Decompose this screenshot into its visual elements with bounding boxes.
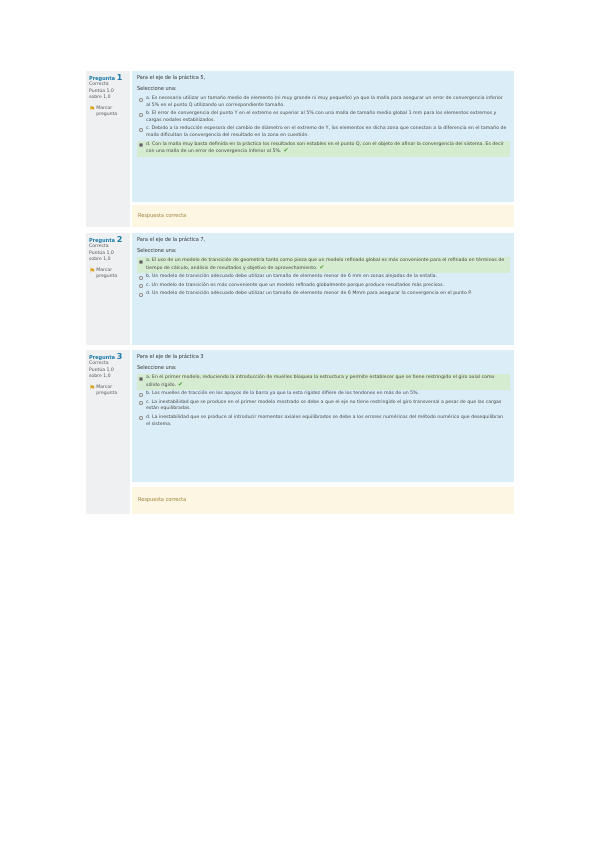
answer-option-a[interactable]: a. El uso de un modelo de transición de geometría tanto como pieza que un modelo refinado global es más conveniente para el refinado en términos de tiempo de cálculo, análisis de resultados y objetivo de aprovechamiento. ✔	[137, 257, 510, 273]
question-number: Pregunta 1	[89, 73, 123, 82]
question-info	[86, 350, 130, 514]
answer-option-c[interactable]: c. La inestabilidad que se produce en el primer modelo mostrado se debe a que el eje no tiene restringido el giro transversal a pesar de que las cargas están equilibradas.	[137, 399, 510, 414]
question-content	[132, 350, 514, 482]
select-label: Seleccione una:	[137, 248, 177, 254]
question-score: Puntúa 1,0 sobre 1,0	[89, 88, 114, 101]
question-content	[132, 71, 514, 202]
radio-icon[interactable]	[139, 128, 143, 132]
answer-option-b[interactable]: b. El error de convergencia del punto Y en el extremo es superior al 5% con una malla de tamaño medio global 1 mm para los elementos extremos y cargas nodales estabilizados.	[137, 110, 510, 125]
radio-icon[interactable]	[139, 143, 143, 147]
select-label: Seleccione una:	[137, 365, 177, 371]
question-content	[132, 233, 514, 345]
answer-option-b[interactable]: b. Los muelles de tracción en los apoyos de la barra ya que la esta rigidez difiere de los tendones en más de un 5%.	[137, 390, 510, 399]
question-score: Puntúa 1,0 sobre 1,0	[89, 250, 114, 263]
radio-icon[interactable]	[139, 401, 143, 405]
feedback-box: Respuesta correcta	[132, 205, 514, 227]
flag-icon: ⚑	[89, 266, 96, 275]
question-state: Correcta	[89, 82, 109, 88]
question-number: Pregunta 3	[89, 352, 123, 361]
answer-option-c[interactable]: c. Debido a la reducción espesora del cambio de diámetro en el extremo de Y, los elementos en dicha zona que conectan a la diferencia en el tamaño de malla dificultan la convergencia del resultado en la zona en cuestión.	[137, 125, 510, 140]
radio-icon[interactable]	[139, 393, 143, 397]
answer-option-a[interactable]: a. Es necesario utilizar un tamaño medio de elemento (ni muy grande ni muy pequeño) ya que la malla para asegurar un error de convergencia inferior al 5% en el punto Q utilizando un correspondiente tamaño.	[137, 95, 510, 110]
question-text: Para el eje de la práctica 7,	[137, 237, 206, 243]
flag-icon: ⚑	[89, 383, 96, 392]
question-text: Para el eje de la práctica 5,	[137, 75, 206, 81]
radio-icon[interactable]	[139, 98, 143, 102]
flag-icon: ⚑	[89, 104, 96, 113]
answer-option-d[interactable]: d. La inestabilidad que se produce al introducir momentos axiales equilibrados se debe a los errores numéricos del método numérico que desequilibran el sistema.	[137, 414, 510, 429]
radio-icon[interactable]	[139, 377, 143, 381]
question-info	[86, 233, 130, 345]
answer-option-b[interactable]: b. Un modelo de transición adecuado debe utilizar un tamaño de elemento menor de 6 mm en zonas alejadas de la entalla.	[137, 273, 510, 282]
question-info	[86, 71, 130, 227]
question-state: Correcta	[89, 361, 109, 367]
question-state: Correcta	[89, 244, 109, 250]
radio-icon[interactable]	[139, 284, 143, 288]
answer-option-a[interactable]: a. En el primer modelo, reduciendo la introducción de muelles bloquea la estructura y permite establecer que se tiene restringido el giro axial como sólido rígido. ✔	[137, 374, 510, 390]
feedback-box: Respuesta correcta	[132, 487, 514, 514]
question-text: Para el eje de la práctica 3	[137, 354, 204, 360]
question-number: Pregunta 2	[89, 235, 123, 244]
question-block-3	[86, 350, 514, 514]
question-score: Puntúa 1,0 sobre 1,0	[89, 367, 114, 380]
question-block-1	[86, 71, 514, 227]
answer-option-c[interactable]: c. Un modelo de transición es más conveniente que un modelo refinado globalmente porque produce resultados más precisos.	[137, 282, 510, 291]
answer-option-d[interactable]: d. Con la malla muy basta definida en la práctica los resultados son estables en el punto Q, con el objeto de afinar la convergencia del sistema. Es decir con una malla de un error de convergencia inferior al 5%. ✔	[137, 141, 510, 157]
radio-icon[interactable]	[139, 416, 143, 420]
select-label: Seleccione una:	[137, 86, 177, 92]
flag-question-button[interactable]: ⚑ Marcar pregunta	[89, 104, 118, 118]
radio-icon[interactable]	[139, 293, 143, 297]
check-icon: ✔	[178, 380, 184, 388]
flag-question-button[interactable]: ⚑ Marcar pregunta	[89, 383, 118, 397]
radio-icon[interactable]	[139, 113, 143, 117]
radio-icon[interactable]	[139, 260, 143, 264]
question-block-2	[86, 233, 514, 345]
flag-question-button[interactable]: ⚑ Marcar pregunta	[89, 266, 118, 280]
check-icon: ✔	[283, 147, 289, 155]
radio-icon[interactable]	[139, 276, 143, 280]
check-icon: ✔	[319, 263, 325, 271]
answer-option-d[interactable]: d. Un modelo de transición adecuado debe utilizar un tamaño de elemento menor de 6 Mmm para asegurar la convergencia en el punto P.	[137, 290, 510, 299]
